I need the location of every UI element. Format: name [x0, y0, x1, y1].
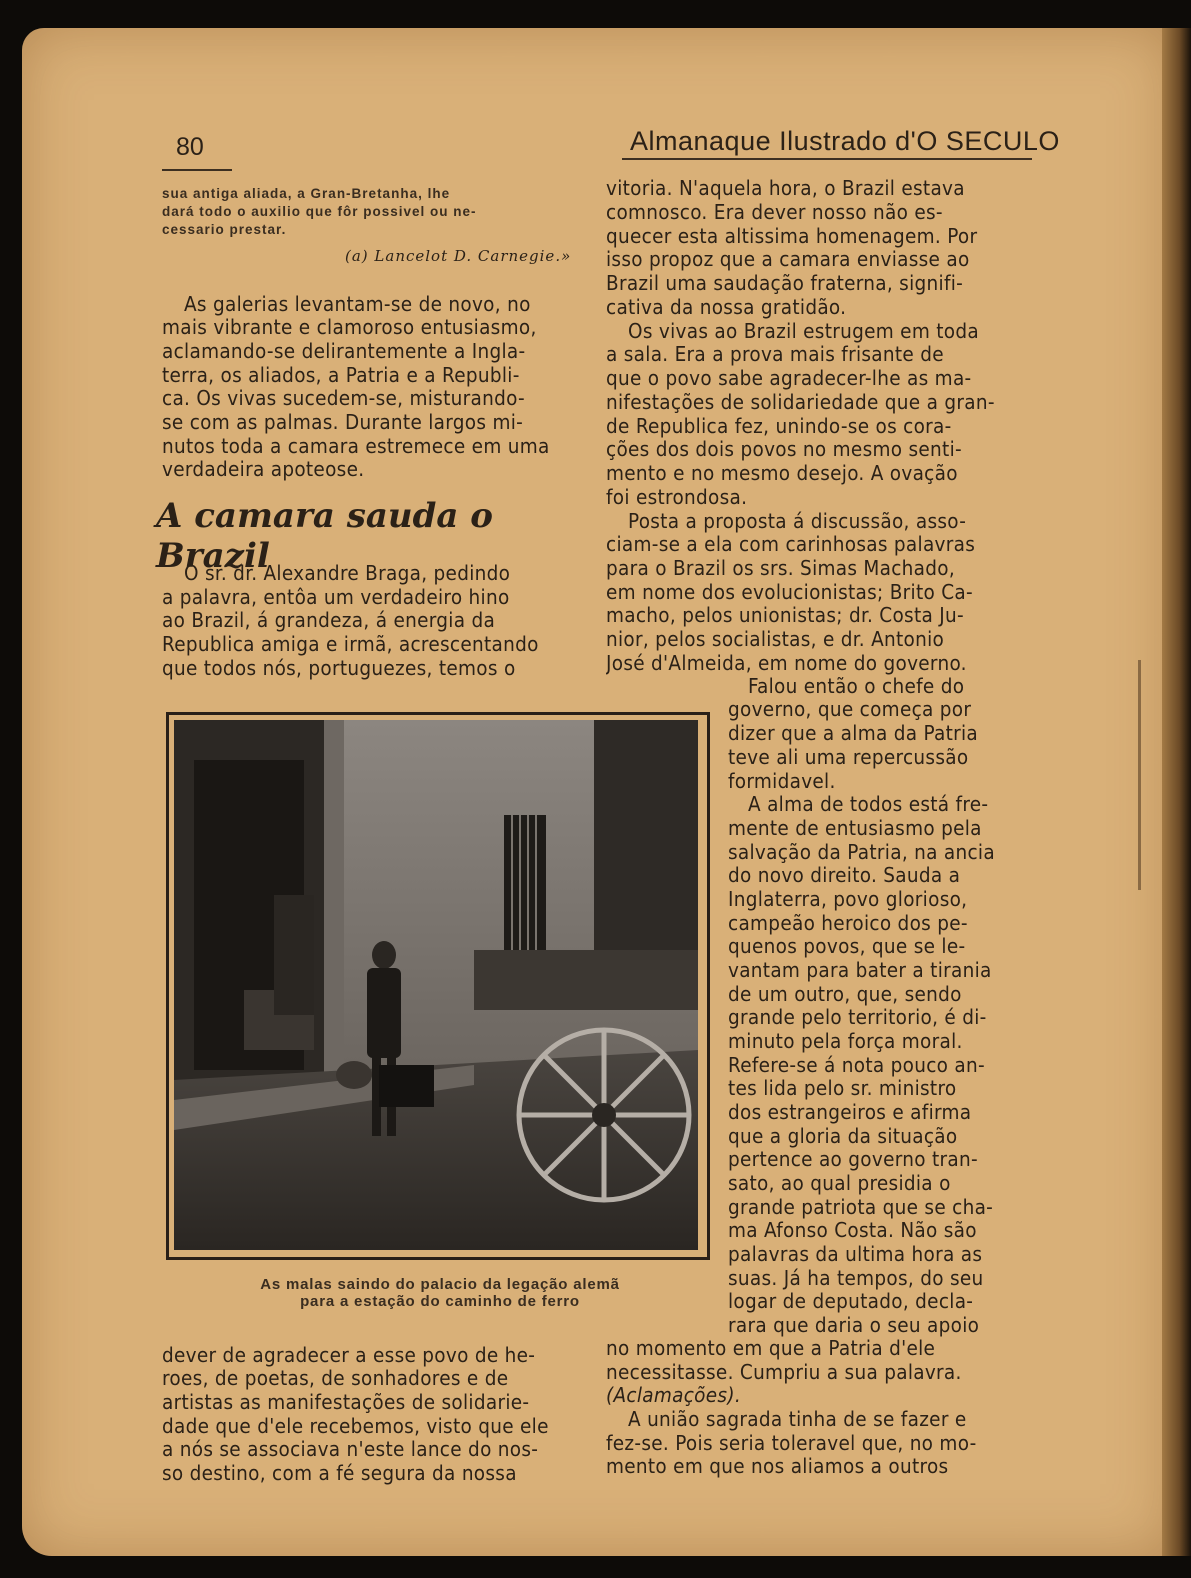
text-line: vitoria. N'aquela hora, o Brazil estava: [606, 177, 965, 200]
text-line: tes lida pelo sr. ministro: [728, 1077, 957, 1100]
text-line: ma Afonso Costa. Não são: [728, 1219, 977, 1242]
text-line: governo, que começa por: [728, 698, 972, 721]
text-line: Refere-se á nota pouco an-: [728, 1054, 985, 1077]
letter-signature: (a) Lancelot D. Carnegie.»: [345, 247, 572, 265]
text-line: a nós se associava n'este lance do nos-: [162, 1438, 539, 1461]
text-line: O sr. dr. Alexandre Braga, pedindo: [184, 562, 511, 585]
text-line: a sala. Era a prova mais frisante de: [606, 343, 944, 366]
text-line: nior, pelos socialistas, e dr. Antonio: [606, 628, 945, 651]
text-line: minuto pela força moral.: [728, 1030, 963, 1053]
text-line: mento em que nos aliamos a outros: [606, 1455, 949, 1478]
letter-line: cessario prestar.: [162, 222, 287, 237]
text-line: fez-se. Pois seria toleravel que, no mo-: [606, 1432, 977, 1455]
photograph: [174, 720, 698, 1250]
text-line: necessitasse. Cumpriu a sua palavra.: [606, 1361, 962, 1384]
text-line: grande pelo territorio, é di-: [728, 1006, 987, 1029]
text-line: Inglaterra, povo glorioso,: [728, 888, 968, 911]
text-line: nifestações de solidariedade que a gran-: [606, 391, 995, 414]
text-line: dos estrangeiros e afirma: [728, 1101, 972, 1124]
text-line: dade que d'ele recebemos, visto que ele: [162, 1415, 549, 1438]
text-line: rara que daria o seu apoio: [728, 1314, 980, 1337]
text-line: de um outro, que, sendo: [728, 983, 962, 1006]
text-line: terra, os aliados, a Patria e a Republi-: [162, 364, 520, 387]
text-line: se com as palmas. Durante largos mi-: [162, 411, 524, 434]
text-line: mais vibrante e clamoroso entusiasmo,: [162, 316, 537, 339]
letter-line: sua antiga aliada, a Gran-Bretanha, lhe: [162, 186, 451, 201]
text-line: em nome dos evolucionistas; Brito Ca-: [606, 581, 973, 604]
text-line: do novo direito. Sauda a: [728, 864, 961, 887]
page-number-rule: [162, 169, 232, 171]
text-line: verdadeira apoteose.: [162, 458, 365, 481]
text-line: que o povo sabe agradecer-lhe as ma-: [606, 367, 972, 390]
text-line: suas. Já ha tempos, do seu: [728, 1267, 984, 1290]
text-line: para o Brazil os srs. Simas Machado,: [606, 557, 956, 580]
text-line: a palavra, entôa um verdadeiro hino: [162, 586, 510, 609]
text-line: ciam-se a ela com carinhosas palavras: [606, 533, 976, 556]
text-line: no momento em que a Patria d'ele: [606, 1337, 936, 1360]
text-line: cativa da nossa gratidão.: [606, 296, 847, 319]
photo-caption: [200, 1276, 680, 1310]
text-line: quecer esta altissima homenagem. Por: [606, 225, 978, 248]
text-line: palavras da ultima hora as: [728, 1243, 983, 1266]
text-line: macho, pelos unionistas; dr. Costa Ju-: [606, 604, 964, 627]
text-line: campeão heroico dos pe-: [728, 912, 968, 935]
text-line: Brazil uma saudação fraterna, signifi-: [606, 272, 964, 295]
text-line: foi estrondosa.: [606, 486, 748, 509]
page-edge: [1162, 28, 1191, 1556]
text-line: aclamando-se delirantemente a Ingla-: [162, 340, 526, 363]
text-line: mente de entusiasmo pela: [728, 817, 982, 840]
text-line: so destino, com a fé segura da nossa: [162, 1462, 517, 1485]
text-line: isso propoz que a camara enviasse ao: [606, 248, 970, 271]
text-line: sato, ao qual presidia o: [728, 1172, 951, 1195]
binding-thread: [1138, 660, 1141, 890]
text-line: Os vivas ao Brazil estrugem em toda: [628, 320, 979, 343]
photo-frame: [166, 712, 710, 1260]
text-line: ções dos dois povos no mesmo senti-: [606, 438, 962, 461]
text-line: José d'Almeida, em nome do governo.: [606, 652, 967, 675]
text-line: A união sagrada tinha de se fazer e: [628, 1408, 967, 1431]
text-line: dizer que a alma da Patria: [728, 722, 979, 745]
text-line: nutos toda a camara estremece em uma: [162, 435, 550, 458]
street-scene-illustration: [174, 720, 698, 1250]
text-line: formidavel.: [728, 770, 836, 793]
running-title: Almanaque Ilustrado d'O SECULO: [630, 126, 1060, 156]
text-line: A alma de todos está fre-: [748, 793, 989, 816]
text-line: ao Brazil, á grandeza, á energia da: [162, 609, 496, 632]
text-line: roes, de poetas, de sonhadores e de: [162, 1367, 509, 1390]
text-line: quenos povos, que se le-: [728, 935, 966, 958]
text-line: Falou então o chefe do: [748, 675, 965, 698]
text-line: grande patriota que se cha-: [728, 1196, 994, 1219]
text-line: pertence ao governo tran-: [728, 1148, 978, 1171]
text-line: ca. Os vivas sucedem-se, misturando-: [162, 387, 526, 410]
letter-line: dará todo o auxilio que fôr possivel ou ne-: [162, 204, 477, 219]
caption-line: para a estação do caminho de ferro: [300, 1293, 580, 1310]
text-line: que a gloria da situação: [728, 1125, 958, 1148]
section-heading: A camara sauda o Brazil: [156, 496, 493, 576]
text-line: Posta a proposta á discussão, asso-: [628, 510, 967, 533]
text-line: (Aclamações).: [606, 1384, 741, 1407]
text-line: dever de agradecer a esse povo de he-: [162, 1344, 536, 1367]
text-line: mento e no mesmo desejo. A ovação: [606, 462, 958, 485]
text-line: teve ali uma repercussão: [728, 746, 969, 769]
running-title-rule: [622, 158, 1032, 160]
page-number: 80: [176, 133, 204, 161]
text-line: vantam para bater a tirania: [728, 959, 992, 982]
text-line: salvação da Patria, na ancia: [728, 841, 995, 864]
text-line: Republica amiga e irmã, acrescentando: [162, 633, 539, 656]
text-line: As galerias levantam-se de novo, no: [184, 293, 531, 316]
text-line: artistas as manifestações de solidarie-: [162, 1391, 530, 1414]
text-line: que todos nós, portuguezes, temos o: [162, 657, 516, 680]
text-line: de Republica fez, unindo-se os cora-: [606, 415, 952, 438]
text-line: comnosco. Era dever nosso não es-: [606, 201, 943, 224]
caption-line: As malas saindo do palacio da legação alemã: [260, 1276, 620, 1293]
text-line: logar de deputado, decla-: [728, 1290, 974, 1313]
